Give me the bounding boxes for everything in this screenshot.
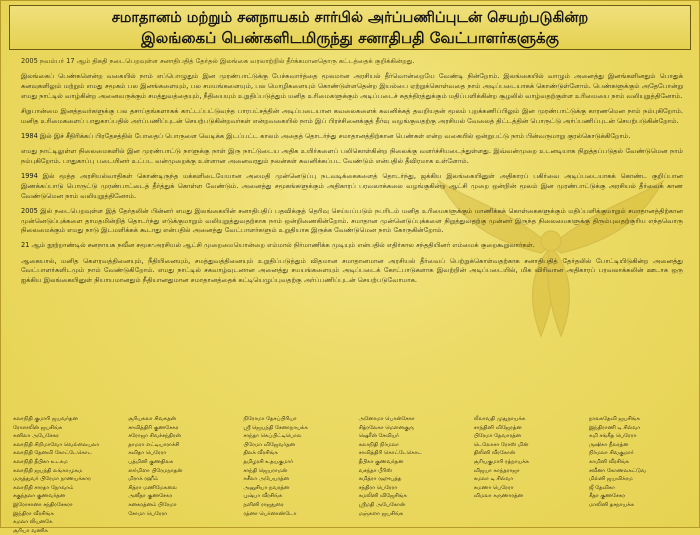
- headline-line-1: சமாதானம் மற்றும் சனநாயகம் சார்பில் அர்ப்பணிப்புடன் செயற்படுகின்ற: [111, 10, 589, 26]
- signatory-name: இந்திராணி டி சில்வா: [588, 424, 641, 431]
- signatory-name: ரோஸலின் ஜயசிங்க: [13, 424, 63, 431]
- paragraph: 1984 இல் இச் சீதிரிக்கப் பிரதேசத்தில் போதைப் பொருளை வெடிக்க இடப்பட்ட காலம் அதைத் தொடர்ந்து சமாதானத்திற்கான பெண்கள் என்ற வகையில் ஒன்றுபட்டு நாம் பின்வருமாறு குரல்கொடுக்கிறோம்.: [21, 131, 631, 140]
- signatory-name: சந்திரா பெரேரா: [358, 484, 398, 491]
- signatory-column: [589, 415, 693, 525]
- signatory-name: சாந்தா கெப்பிட்டிபொல: [243, 433, 302, 440]
- signatory-name: சுமித்ரா ரஹுபத்த: [358, 476, 402, 483]
- signatory-column: [128, 415, 232, 525]
- signatory-name: மில்னி ஜயவிக்ரம: [588, 476, 633, 483]
- signatory-name: பிரேமா விஜேவர்தன: [243, 441, 295, 448]
- signatory-name: பத்மினி குணதிலக: [128, 458, 174, 465]
- signatory-name: கலாநிதி தீபிகா உடகம: [13, 458, 68, 465]
- signatory-name: அனோமா பொன்சேகா: [358, 416, 415, 422]
- signatory-name: விமலா கருணாரத்ன: [473, 493, 523, 500]
- signatory-name: சூரியா வணிக: [13, 527, 48, 534]
- signatory-name: சாவித்திரி குணசேகர: [128, 424, 179, 431]
- signatory-name: ரத்னா பெர்னாண்டோ: [243, 510, 297, 517]
- signatory-name: சகுந்தலா குணவர்தன: [13, 493, 66, 500]
- signatory-name: இந்திரா வீரசிங்க: [13, 510, 54, 517]
- signatory-name: ஸ்ரீமதி அபேகோன்: [358, 501, 406, 508]
- signatory-name: சுசீலா அபேயரத்ன: [243, 476, 289, 483]
- signatory-name: சித்ரா மணிமேகலை: [128, 484, 177, 491]
- signatory-column: [243, 415, 347, 525]
- signatory-name: நளினி ராஜதுரை: [243, 501, 284, 508]
- signatory-name: அனுசியா நவரத்ன: [243, 484, 290, 491]
- signatory-name: விஜயா காந்தராஜா: [473, 467, 520, 474]
- signatory-name: கமலா டி சில்வா: [473, 476, 514, 483]
- signatory-name: ஜீ தேவிகா: [588, 484, 615, 491]
- signatory-name: நிர்மலா சிவகுமார்: [588, 450, 634, 457]
- signatory-name: மஞ்சுளா ஜயசிங்க: [358, 510, 404, 517]
- signatory-name: நாலகதேவி ஜயசிங்க: [588, 416, 640, 422]
- signatory-name: சுமி சங்கீத பெரேரா: [588, 433, 637, 440]
- paragraph: எமது நாட்டிலுள்ள நிலைமைகளில் இன முரண்பாட்டு நாளுக்கு நாள் இரு நாட்டுடைய அதிக உயிர்களைப் பலிகொள்கின்ற நிலைக்கு வளர்ச்சியடைந்துள்ளது. இவ்வன்முறை உடனடியாக நிறுத்தப்படுதல் வேண்டுமென நாம் நம்புகிறோம். பாதுகாப்பு படையினர் உட்பட வன்முறைக்கு உள்ளான அனைவரதும் நலன்கள் கவனிக்கப்பட வேண்டும் என்பதில் தீவிரமாக உள்ளோம்.: [21, 147, 683, 165]
- signatory-name: ஸர்மிளா பிரேமநாதன்: [128, 467, 183, 474]
- signatory-column: [474, 415, 578, 525]
- signatory-list: [13, 415, 693, 534]
- paragraph-intro: 2005 நவம்பர் 17 ஆம் திகதி நடைபெறவுள்ள சனாதிபதித் தேர்தல் இலங்கை வரலாற்றில் தீர்க்கமானதொரு கட்டத்தைக் குறிக்கின்றது.: [21, 57, 415, 65]
- paragraph: 1994 இல் மூத்த அரசியல்வாதிகள் கொண்டிருந்த மக்களிடையேயான அமைதி முன்னெடுப்பு நடவடிக்கைகளைத் தொடர்ந்து, ஜக்கிய இலங்கையினுள் அதிகாரப் பகிர்வை அடிப்படையாகக் கொண்ட குறிப்பான இணக்கப்பாடு பொருட்டு முரண்பாட்டைத் தீர்த்துக் கொள்ள வேண்டும். அனைத்து சமூகங்களுக்கும் அதிகாரப் பரவலாக்கலை வழங்குகின்ற ஆட்சி முறை ஒன்றின் மூலம் இன முரண்பாட்டுக்கு அரசியல் தீர்வைக் காண வேண்டுமென நாம் வலியுறுத்தினோம்.: [21, 172, 683, 200]
- statement-body: [21, 57, 683, 291]
- signatory-name: சுனிலா அபேசேகர: [13, 433, 59, 440]
- signatory-name: சாவித்திரி கொட்டேகொட: [358, 450, 422, 457]
- paragraph: 21 ஆம் நூற்றாண்டில் சனநாயக நவீன சமூக-அரசியல் ஆட்சி முறைமையொன்றை எம்மால் நிர்மாணிக்க முடியும் என்பதில் எதிர்கால சந்ததியினர் எம்மைக் குறைகூறுவார்கள்.: [21, 241, 535, 250]
- signatory-name: கலாநிதி குமாரி ஜயவர்தன: [13, 416, 78, 422]
- signatory-column: [359, 415, 463, 525]
- signatory-name: மிராக் ரஹீம்: [128, 476, 159, 483]
- signatory-name: கீதா குணசேகர: [588, 493, 626, 500]
- paragraph: சிறுபான்மை இனத்தவர்களுக்கு பல தசாப்தங்களாகக் காட்டப்பட்டுவந்த பாரபட்சத்தின் அடிப்படையான கவலைகளைக் கவனிக்கத் தவறியதன் மூலம் புறக்கணிப்பிலும் இன முரண்பாட்டுக்கு காரணமென நாம் நம்புகிறோம். மனித உரிமைகளைப் பாதுகாப்பதில் அர்ப்பணிப்புடன் செயற்படுகின்றவர்கள் என்றவகையில் நாம் இப் பிரச்சினைக்குத் தீர்வு வழங்குவதற்கு அரசியல் வேலைத் திட்டத்தின் பொருட்டு அர்ப்பணிப்புடன் செயற்படுகின்றோம்.: [21, 106, 683, 125]
- signatory-name: சாந்தி ஜெயராமன்: [243, 467, 288, 474]
- signatory-name: சூரியகுமாரி ரத்நாயக்க: [473, 458, 530, 465]
- signatory-name: காமினி வீரசிங்க: [588, 458, 630, 465]
- signatory-name: கனகரத்னம் பிரேமா: [128, 501, 177, 508]
- signatory-name: ஷெரீன் சேவியர்: [358, 433, 399, 440]
- signatory-name: கலாநிதி தேனவி கோட்டேகொட: [13, 450, 92, 457]
- signatory-name: டெலோசா ரோஸ் மின்: [473, 441, 529, 448]
- headline-line-2: இலங்கைப் பெண்களிடமிருந்து சனாதிபதி வேட்பாளர்களுக்கு: [141, 29, 559, 47]
- signatory-name: கலாநிதி சிறிமாவோ வெல்லையலா: [13, 441, 100, 448]
- signatory-name: திலினி வீரகோன்: [473, 450, 516, 457]
- signatory-name: கவிதா பெரேரா: [128, 450, 167, 457]
- signatory-name: தாமரா எட்டியாராச்சி: [128, 441, 180, 448]
- signatory-name: மாலினி தசநாயக்க: [588, 501, 635, 508]
- paragraph-closing: ஆகையால், மனித கௌரவத்தினையும், நீதியினையும், சமத்துவத்தினையும் உறுதிப்படுத்தும் விதமான சமாதானமான அரசியல் தீர்வைப் பெற்றுக்கொள்வதற்காக சனாதிபதித் தேர்தலில் போட்டியிடுகின்ற அனைத்து வேட்பாளர்களிடமும் நாம் வேண்டுகிறோம். எமது நாட்டில் சகவாழ்வுடனான அனைத்து சமயங்களையும் அடிப்படைக் கோட்பாடுகளாக இவற்றின் அடிப்படையில், மிக விரிவான அதிகாரப் பரவலாக்கலின் ஊடாக ஒரு ஐக்கிய இலங்கையினுள் நியாயமானதும் நீதியானதுமான சமாதானத்தைக் கட்டியெழுப்புவதற்கு அர்ப்பணிப்புடன் செயற்படுவோமாக.: [21, 256, 683, 285]
- signatory-name: சூரியகலா சிவசுதன்: [128, 416, 176, 422]
- signatory-name: சுமணா பெரேரா: [473, 484, 514, 491]
- signatory-name: இரோசானா சந்திரசேகரா: [13, 501, 73, 508]
- signatory-name: கலாநிதி சாரதா நோவாம்: [13, 484, 74, 491]
- signatory-name: லீலாவதி முதுநாயக்க: [473, 416, 526, 422]
- signatory-name: சவீனா கோணலகட்டுவ: [588, 467, 646, 474]
- signatory-name: வசந்தா பீரிஸ்: [358, 467, 392, 474]
- signatory-column: [13, 415, 117, 534]
- signatory-name: கமலா லியனகே: [13, 519, 53, 526]
- signatory-name: திலக் வீரசிங்க: [243, 450, 278, 457]
- paragraph: இலங்கைப் பெண்களென்ற வகையில் நாம் எப்பொழுதும் இன முரண்பாட்டுக்கு பேச்சுவார்த்தை மூலமான அரசியல் தீர்வொன்றையே வேண்டி நின்றோம். இலங்கையில் வாழும் அனைத்து இனங்களினதும் பொதுக் கனவுகளிலும் மற்றும் எமது சமூகம் பல இனங்களையும், பல சமயங்களையும், பல மொழிகளையும் கொண்டுள்ளதென்ற இயல்பை ஏற்றுக்கொள்வதை நாம் அடிப்படையாகக் கொண்டுள்ளோம். பெண்களுக்கும் அதேபோன்று எமது நாட்டில் வாழ்கின்ற அனைவருக்கும் சமத்துவத்தையும், நீதியையும் உறுதிப்படுத்தும் மனித உரிமைகளுக்கும் அடிப்படைச் சுதந்திரத்துக்கும் மதிப்பளிக்கின்ற சூழலில் வாழ்வதற்குள்ள உரிமையை நாம் வலியுறுத்தினோம்.: [21, 72, 683, 100]
- signatory-name: மருத்துவர் பிரேமா நாணயக்கார: [13, 476, 91, 483]
- signatory-name: நிரோமா தேசப்பிரியா: [243, 416, 297, 422]
- signatory-name: சோமா பெரேரா: [128, 510, 168, 517]
- signatory-name: சித்ரலேகா மௌனகுரு: [358, 424, 414, 431]
- signatory-name: சாந்தினி விஜேரத்ன: [473, 424, 522, 431]
- signatory-name: கலாநிதி நிர்மலா: [358, 441, 399, 448]
- signatory-name: தமிழரசி உதயகுமார்: [243, 458, 294, 465]
- signatory-name: தீபிகா குணவர்தன: [358, 458, 404, 465]
- signatory-name: கமலினி விஜேசிங்க: [358, 493, 407, 500]
- paragraph: 2005 இல் நடைபெறவுள்ள இத் தேர்தலின் பின்னர் எமது இலங்கையின் சனாதிபதிப் பதவிக்குத் தெரிவு செய்யப்படும் நபரிடம் மனித உரிமைகளுக்கும் மாணிக்கக் கொள்கைகளுக்கும் மதிப்பளிக்குமாறும் சமாதானத்திற்கான முன்னெடுப்புக்களை தாமதமின்றித் தொடர்ந்து எடுக்குமாறும் வலியுறுத்துவதற்காக நாம் ஒன்றிணைகின்றோம். சமாதான முன்னெடுப்புக்களை நிறுத்துவதற்கு முன்னர் இருந்த நிலைமைகளுக்கு திரும்புவதற்குரிய எந்தவொரு நிலைமைக்கும் எமது நாடு இடமளிக்கக் கூடாது என்பதில் அனைத்து வேட்பாளர்களும் உறுதியாக இருக்க வேண்டுமென நாம் கோருகின்றோம்.: [21, 206, 683, 235]
- signatory-name: அனீதா குணசேகர: [128, 493, 173, 500]
- signatory-name: சரோஜா சிவச்சந்திரன்: [128, 433, 181, 440]
- signatory-name: பிரேமா தேவாரத்ன: [473, 433, 521, 440]
- signatory-name: கலாநிதி ஜயந்தி லங்காமுகம: [13, 467, 83, 474]
- signatory-name: புஷ்பா வீரசிங்க: [243, 493, 283, 500]
- signatory-name: ஸ்ரீ ஜெயந்தி சேனாநாயக்க: [243, 424, 308, 431]
- headline-banner: [9, 5, 691, 50]
- signatory-name: ருஷிகா நீலரத்ன: [588, 441, 629, 448]
